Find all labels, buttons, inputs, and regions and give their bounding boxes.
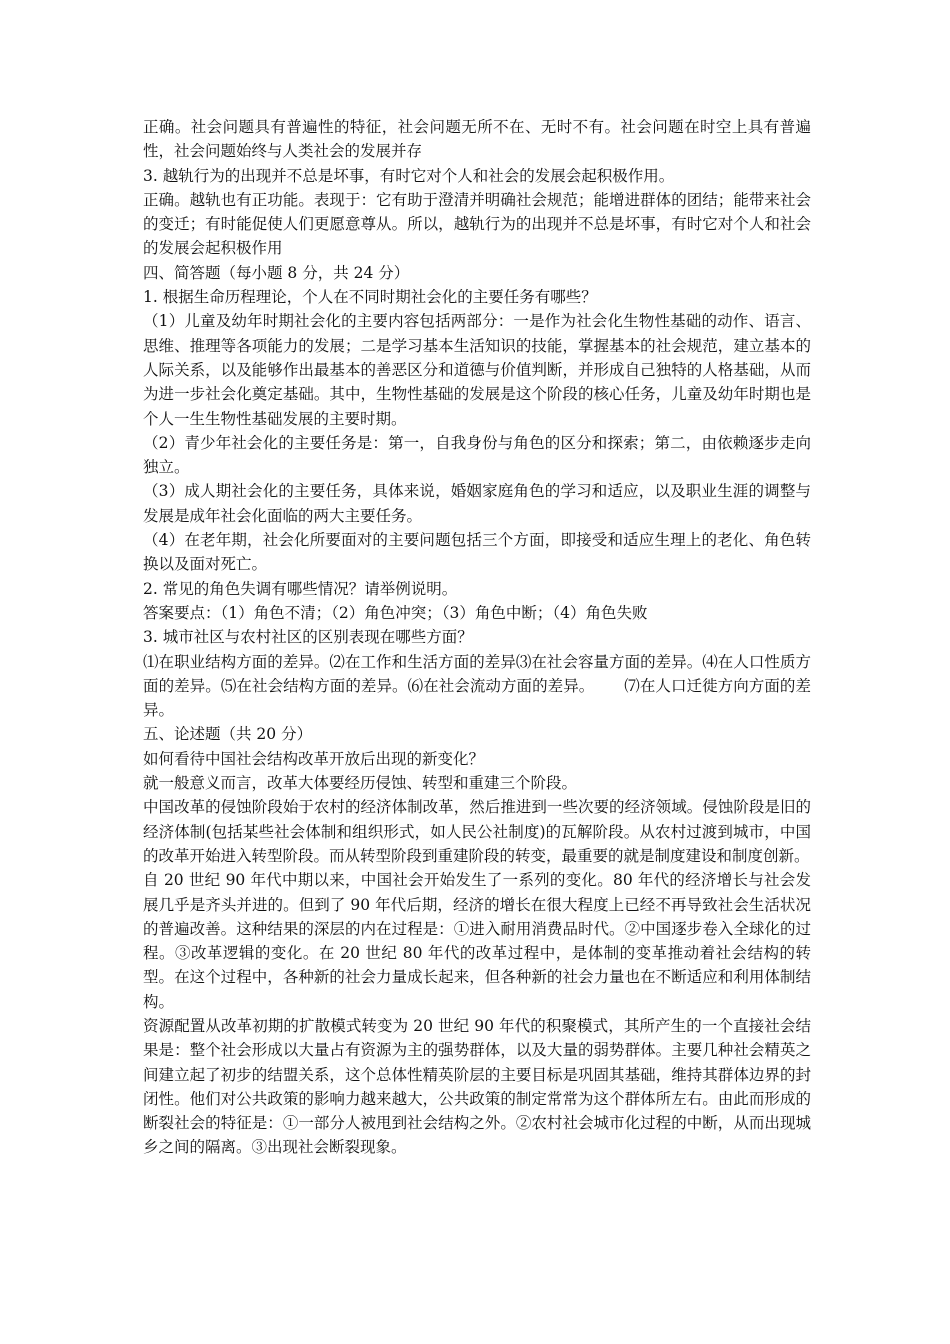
short-answer-question-2: 2. 常见的角色失调有哪些情况？请举例说明。 [143, 579, 458, 598]
essay-paragraph-2: 中国改革的侵蚀阶段始于农村的经济体制改革，然后推进到一些次要的经济领域。侵蚀阶段是旧的经济体制(包括某些社会体制和组织形式，如人民公社制度)的瓦解阶段。从农村过渡到城市，中国的改革开始进入转型阶段。而从转型阶段到重建阶段的转变，最重要的就是制度建设和制度创新。 [143, 798, 811, 865]
answer-item-4: （4）在老年期，社会化所要面对的主要问题包括三个方面，即接受和适应生理上的老化、角色转换以及面对死亡。 [143, 531, 811, 574]
document-body [143, 115, 811, 1160]
short-answer-question-3: 3. 城市社区与农村社区的区别表现在哪些方面？ [143, 628, 473, 647]
answer-item-2: （2）青少年社会化的主要任务是：第一，自我身份与角色的区分和探索；第二，由依赖逐步走向独立。 [143, 433, 811, 477]
section-heading-short-answer: 四、简答题（每小题 8 分，共 24 分） [143, 263, 410, 282]
short-answer-question-1: 1. 根据生命历程理论，个人在不同时期社会化的主要任务有哪些？ [143, 288, 597, 307]
essay-question: 如何看待中国社会结构改革开放后出现的新变化？ [143, 749, 485, 768]
answer-q3-paragraph: 正确。越轨也有正功能。表现于：它有助于澄清并明确社会规范；能增进群体的团结；能带来社会的变迁；有时能促使人们更愿意尊从。所以，越轨行为的出现并不总是坏事，有时它对个人和社会的发展会起积极作用 [143, 190, 811, 258]
essay-paragraph-3: 自 20 世纪 90 年代中期以来，中国社会开始发生了一系列的变化。80 年代的经济增长与社会发展几乎是齐头并进的。但到了 90 年代后期，经济的增长在很大程度上已经不再导致社会生活状况的普遍改善。这种结果的深层的内在过程是：①进入耐用消费品时代。②中国逐步卷入全球化的过程。③改革逻辑的变化。在 20 世纪 80 年代的改革过程中，是体制的变革推动着社会结构的转型。在这个过程中，各种新的社会力量成长起来，但各种新的社会力量也在不断适应和利用体制结构。 [143, 871, 811, 1011]
essay-paragraph-4: 资源配置从改革初期的扩散模式转变为 20 世纪 90 年代的积聚模式，其所产生的一个直接社会结果是：整个社会形成以大量占有资源为主的强势群体，以及大量的弱势群体。主要几种社会精英之间建立起了初步的结盟关系，这个总体性精英阶层的主要目标是巩固其基础，维持其群体边界的封闭性。他们对公共政策的影响力越来越大，公共政策的制定常常为这个群体所左右。由此而形成的断裂社会的特征是：①一部分人被甩到社会结构之外。②农村社会城市化过程的中断，从而出现城乡之间的隔离。③出现社会断裂现象。 [143, 1016, 811, 1157]
section-heading-essay: 五、论述题（共 20 分） [143, 725, 313, 744]
answer-key-points: 答案要点：（1）角色不清；（2）角色冲突；（3）角色中断；（4）角色失败 [143, 603, 648, 622]
essay-paragraph-1: 就一般意义而言，改革大体要经历侵蚀、转型和重建三个阶段。 [143, 774, 578, 793]
answer-item-3: （3）成人期社会化的主要任务，具体来说，婚姻家庭角色的学习和适应，以及职业生涯的调整与发展是成年社会化面临的两大主要任务。 [143, 482, 811, 525]
community-differences-list: ⑴在职业结构方面的差异。⑵在工作和生活方面的差异⑶在社会容量方面的差异。⑷在人口性质方面的差异。⑸在社会结构方面的差异。⑹在社会流动方面的差异。 ⑺在人口迁徙方向方面的差异。 [143, 652, 811, 720]
answer-item-1: （1）儿童及幼年时期社会化的主要内容包括两部分：一是作为社会化生物性基础的动作、语言、思维、推理等各项能力的发展；二是学习基本生活知识的技能，掌握基本的社会规范，建立基本的人际关系，以及能够作出最基本的善恶区分和道德与价值判断，并形成自己独特的人格基础，从而为进一步社会化奠定基础。其中，生物性基础的发展是这个阶段的核心任务，儿童及幼年时期也是个人一生生物性基础发展的主要时期。 [143, 312, 811, 428]
question-3-statement: 3. 越轨行为的出现并不总是坏事，有时它对个人和社会的发展会起积极作用。 [143, 166, 675, 185]
answer-q2-paragraph: 正确。社会问题具有普遍性的特征，社会问题无所不在、无时不有。社会问题在时空上具有普遍性，社会问题始终与人类社会的发展并存 [143, 118, 811, 161]
